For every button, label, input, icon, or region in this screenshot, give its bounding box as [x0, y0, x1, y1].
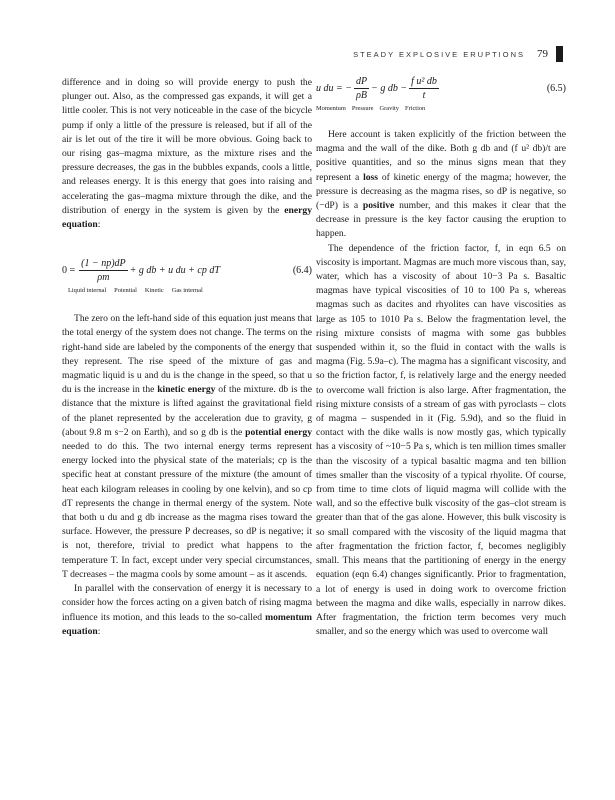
equation-6-5 [316, 76, 566, 112]
eq-fraction-numerator: f u² db [411, 76, 437, 87]
eq-label: Friction [405, 105, 426, 112]
equation-number: (6.4) [292, 265, 312, 277]
keyword-kinetic-energy: kinetic energy [157, 384, 216, 396]
eq-fraction-denominator: ρB [356, 90, 368, 101]
equation-term-labels [316, 105, 566, 112]
right-paragraph-1 [316, 128, 566, 242]
keyword-loss: loss [363, 171, 378, 183]
text: number, and this makes it clear that the decrease in pressure is the key factor causing the eruption to happen. [316, 200, 566, 240]
keyword-momentum-equation: momentum equation [62, 611, 312, 637]
equation-term-labels [62, 287, 312, 294]
running-title: STEADY EXPLOSIVE ERUPTIONS [353, 49, 525, 59]
eq-fraction-numerator: dP [356, 76, 368, 87]
eq-fraction [79, 258, 128, 283]
eq-label: Gas internal [171, 287, 203, 295]
keyword-energy-equation: energy equation [62, 204, 312, 231]
text: The zero on the left-hand side of this equation just means that the total energy of the system does not change. The terms on the right-hand side are labeled by the components of the energy that they represent. The rise speed of the mixture of gas and magmatic liquid is u and du is the change in the speed, so that u du is the increase in the [62, 313, 312, 396]
text: Here account is taken explicitly of the friction between the magma and the wall of the dike. Both g db and (f u² db)/t are positive quantities, and so the minus signs mean that they represent a [316, 129, 566, 183]
right-column [316, 76, 566, 639]
keyword-potential-energy: potential energy [245, 426, 312, 438]
eq-fraction-2 [409, 76, 439, 101]
keyword-positive: positive [362, 200, 395, 212]
eq-fraction-denominator: t [422, 90, 426, 101]
eq-fraction-1 [354, 76, 369, 101]
eq-label: Pressure [351, 105, 374, 112]
left-paragraph-3 [62, 582, 312, 639]
equation-number: (6.5) [546, 83, 566, 94]
eq-label: Gravity [379, 105, 400, 112]
eq-label: Momentum [316, 105, 346, 112]
eq-lhs: u du = − [316, 83, 352, 94]
page-number: 79 [537, 48, 548, 60]
left-paragraph-2 [62, 312, 312, 582]
eq-fraction-numerator: (1 − np)dP [81, 258, 126, 270]
text: In parallel with the conservation of energy it is necessary to consider how the forces acting on a given batch of rising magma influence its motion, and this leads to the so-called [62, 583, 312, 623]
eq-lhs: 0 = [62, 265, 76, 277]
eq-rest: + g db + u du + cp dT [129, 265, 220, 277]
text: of the mixture. db is the distance that the mixture is lifted against the gravitational field of the planet represented by the acceleration due to gravity, g (about 9.8 m s−2 on Earth), and so g db is the [62, 384, 312, 438]
text: of kinetic energy of the magma; however, the pressure is decreasing as the magma rises, so dP is negative, so (−dP) is a [316, 171, 566, 212]
text: : [97, 625, 101, 637]
equation-6-4 [62, 258, 312, 294]
eq-mid: − g db − [371, 83, 408, 94]
left-column [62, 76, 312, 639]
left-paragraph-1 [62, 76, 312, 232]
right-paragraph-2: The dependence of the friction factor, f, in eqn 6.5 on viscosity is important. Magmas are much more viscous than, say, water, which has a viscosity of about 10−3 Pa s. Basaltic magmas have typical viscosities of 10 to 100 Pa s, whereas magmas such as dacites and rhyolites can have viscosities as large as 105 to 1010 Pa s. Below the fragmentation level, the rising mixture consists of magma with some gas bubbles suspended within it, so the fluid in contact with the walls is magma (Fig. 5.9a–c). The magma has a significant viscosity, and so the friction factor, f, is relatively large and the energy needed to overcome wall friction is also large. After fragmentation, the rising mixture consists of a stream of gas with pyroclasts – clots of magma – suspended in it (Fig. 5.9d), and so the fluid in contact with the dike walls is now mostly gas, which typically has a viscosity of ~10−5 Pa s, which is ten million times smaller than the viscosity of a typical basaltic magma and ten billion times smaller than the viscosity of a typical rhyolite. Of course, from time to time clots of liquid magma will collide with the wall, and so the effective bulk viscosity of the gas–clot stream is greater than that of the gas alone. However, this bulk viscosity is so small compared with the viscosity of the liquid magma that after fragmentation the friction factor, f, becomes negligibly small. This means that the partitioning of energy in the energy equation (eqn 6.4) changes significantly. Prior to fragmentation, a lot of energy is used in doing work to overcome friction between the magma and dike walls, especially in narrow dikes. After fragmentation, the friction term becomes very much smaller, and so the energy which was used to overcome wall [316, 242, 566, 638]
eq-label: Liquid internal [68, 287, 107, 295]
eq-label: Potential [114, 287, 137, 295]
text: difference and in doing so will provide energy to push the plunger out. Also, as the compressed gas expands, it will get a little cooler. This is not very noticeable in the case of the bicycle pump if only a little of the pressure is released, but if all of the air is let out of the tire it will be more obvious. Going back to our rising gas–magma mixture, as the mixture rises and the pressure decreases, the gas in the bubbles expands, cools a little, and releases energy. It is this energy that goes into raising and accelerating the gas–magma mixture through the dike, and the distribution of energy in the system is given by the [62, 77, 312, 216]
running-head [353, 46, 563, 62]
eq-label: Kinetic [144, 287, 164, 295]
text: : [97, 219, 101, 231]
text: needed to do this. The two internal energy terms represent energy locked into the physical state of the materials; cp is the specific heat at constant pressure of the mixture (the amount of heat each kilogram releases in cooling by one kelvin), and so cp dT represents the change in thermal energy of the system. Note that both u du and g db increase as the magma rises toward the surface. However, the pressure P decreases, so dP is negative; it is not, therefore, trivial to predict what happens to the temperature T. In fact, except under very special circumstances, T decreases – the magma cools by some amount – as it ascends. [62, 441, 312, 580]
eq-fraction-denominator: ρm [97, 272, 110, 284]
thumb-tab-marker [556, 46, 563, 62]
